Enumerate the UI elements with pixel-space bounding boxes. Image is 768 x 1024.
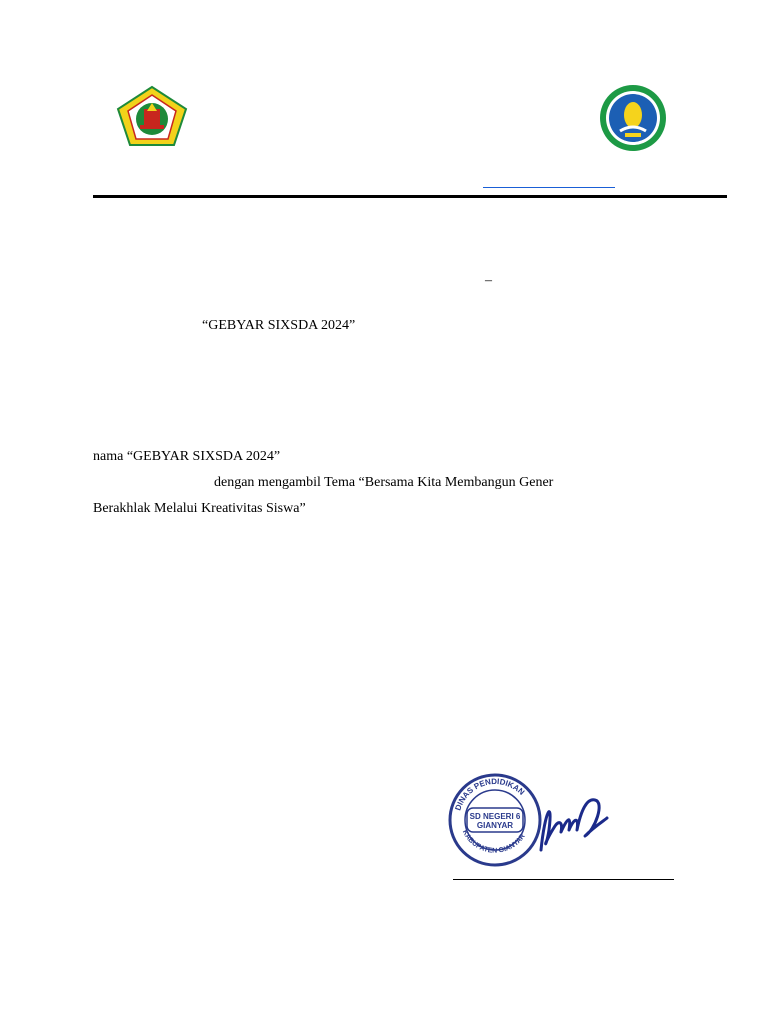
svg-text:GIANYAR: GIANYAR [476, 821, 514, 830]
svg-text:DINAS PENDIDIKAN: DINAS PENDIDIKAN [453, 776, 527, 812]
svg-text:SD NEGERI 6: SD NEGERI 6 [469, 812, 521, 821]
subject-dash: – [485, 273, 492, 288]
stamp-and-signature [445, 770, 615, 870]
letterhead-link-underline[interactable] [483, 187, 615, 188]
paragraph-line: dengan mengambil Tema “Bersama Kita Membangun Gener [214, 475, 554, 490]
svg-text:KABUPATEN GIANYAR: KABUPATEN GIANYAR [460, 829, 527, 855]
education-crest-icon [598, 83, 668, 153]
school-stamp-icon [450, 775, 540, 865]
event-title: “GEBYAR SIXSDA 2024” [202, 318, 356, 333]
signature-line [453, 879, 674, 880]
letterhead-divider [93, 195, 727, 198]
paragraph-line: nama “GEBYAR SIXSDA 2024” [93, 449, 281, 464]
regency-crest-icon [116, 85, 188, 147]
paragraph-line: Berakhlak Melalui Kreativitas Siswa” [93, 501, 306, 516]
handwritten-signature-icon [541, 800, 607, 850]
